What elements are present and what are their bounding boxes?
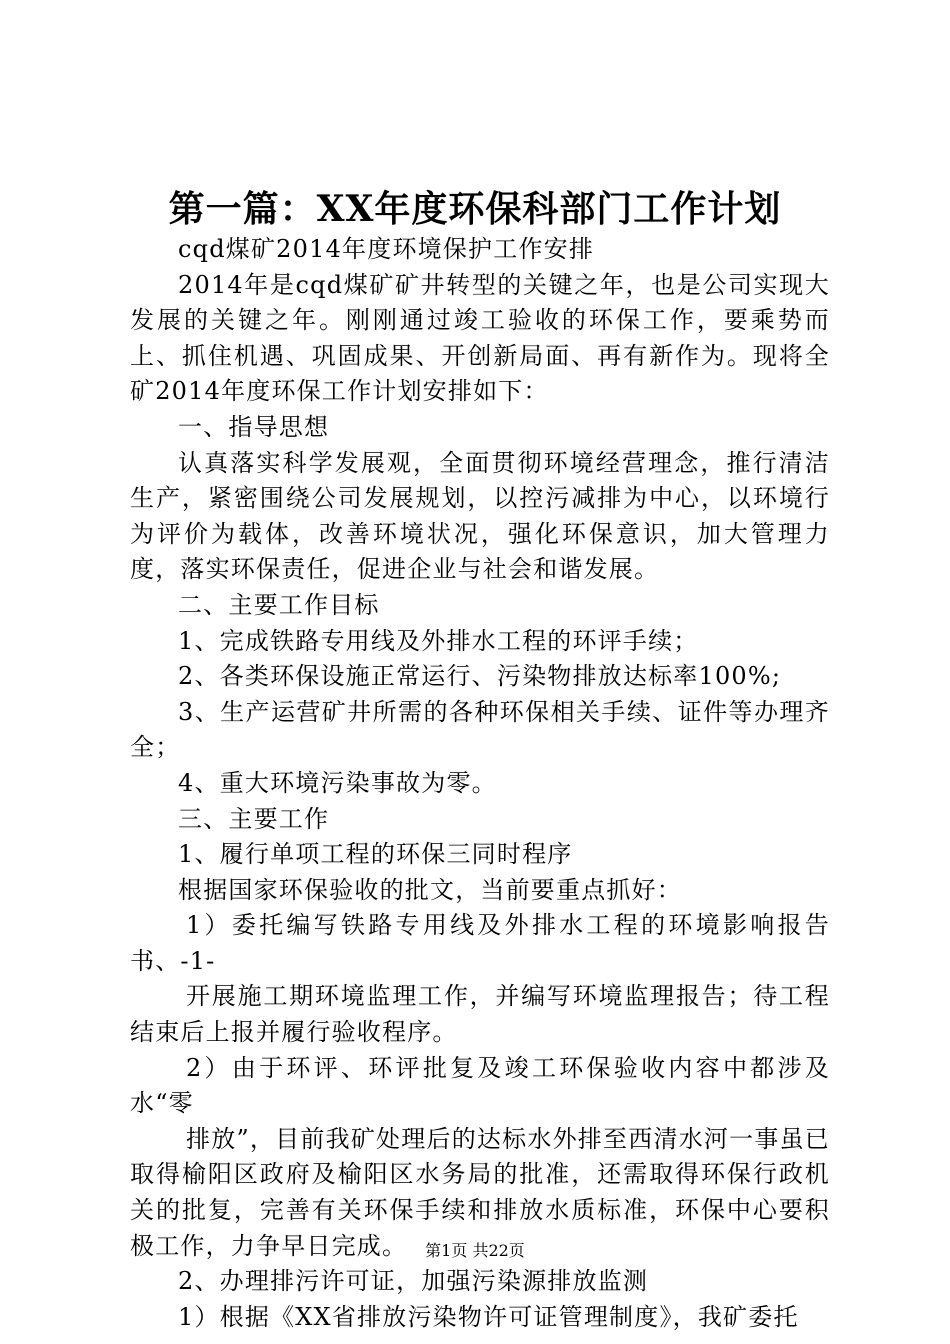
document-title: 第一篇：XX年度环保科部门工作计划 <box>168 188 782 230</box>
subsection-heading: 1、履行单项工程的环保三同时程序 <box>178 840 573 869</box>
paragraph: 2014年是cqd煤矿矿井转型的关键之年，也是公司实现大发展的关键之年。刚刚通过竣工验收的环保工作，要乘势而上、抓住机遇、巩固成果、开创新局面、再有新作为。现将全矿2014年度环保工作计划安排如下： <box>130 270 830 406</box>
paragraph: 认真落实科学发展观，全面贯彻环境经营理念，推行清洁生产，紧密围绕公司发展规划，以控污减排为中心，以环境行为评价为载体，改善环境状况，强化环保意识，加大管理力度，落实环保责任，促进企业与社会和谐发展。 <box>130 448 830 584</box>
paragraph: cqd煤矿2014年度环境保护工作安排 <box>178 235 595 263</box>
page-number-footer: 第1页 共22页 <box>425 1241 525 1260</box>
subsection-heading: 2、办理排污许可证，加强污染源排放监测 <box>178 1267 649 1296</box>
list-item: 1）委托编写铁路专用线及外排水工程的环境影响报告书、-1- <box>130 911 830 975</box>
section-heading: 二、主要工作目标 <box>178 590 380 619</box>
paragraph: 排放”，目前我矿处理后的达标水外排至西清水河一事虽已取得榆阳区政府及榆阳区水务局的批准，还需取得环保行政机关的批复，完善有关环保手续和排放水质标准，环保中心要积极工作，力争早日完成。 <box>130 1124 830 1260</box>
list-item: 4、重大环境污染事故为零。 <box>178 768 497 797</box>
document-body <box>130 232 830 1335</box>
list-item: 2）由于环评、环评批复及竣工环保验收内容中都涉及水“零 <box>130 1053 830 1118</box>
section-heading: 三、主要工作 <box>178 804 330 833</box>
section-heading: 一、指导思想 <box>178 412 330 441</box>
list-item: 2、各类环保设施正常运行、污染物排放达标率100%; <box>178 662 782 691</box>
list-item: 1、完成铁路专用线及外排水工程的环评手续； <box>178 626 699 655</box>
list-item: 1）根据《XX省排放污染物许可证管理制度》，我矿委托 <box>178 1302 799 1331</box>
paragraph: 开展施工期环境监理工作，并编写环境监理报告；待工程结束后上报并履行验收程序。 <box>130 982 830 1047</box>
list-item: 3、生产运营矿井所需的各种环保相关手续、证件等办理齐全； <box>130 697 830 762</box>
paragraph: 根据国家环保验收的批文，当前要重点抓好： <box>178 875 682 904</box>
